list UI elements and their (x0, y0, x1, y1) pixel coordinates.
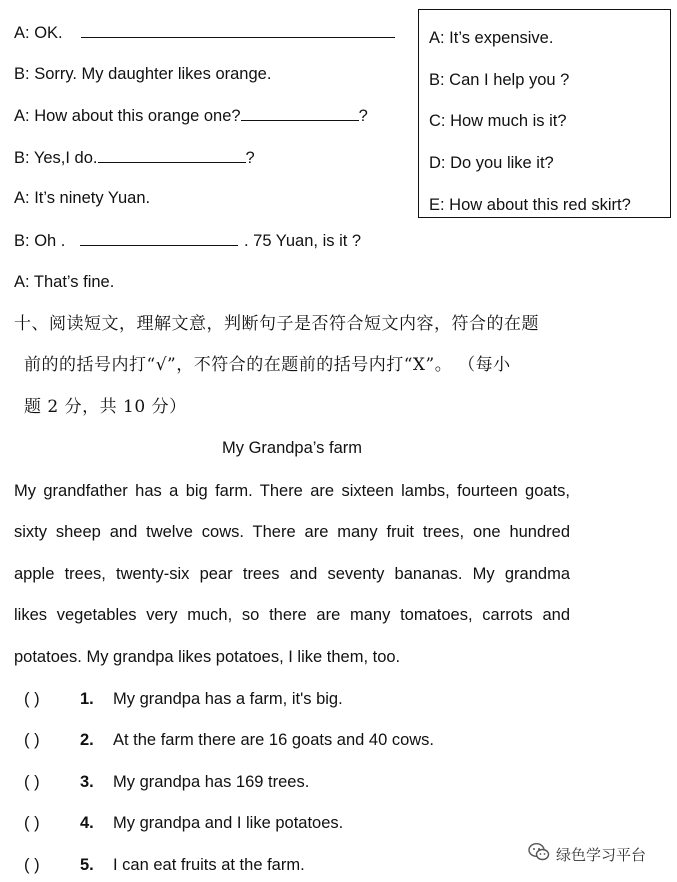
dialogue-suffix: ? (245, 149, 255, 167)
dialogue-suffix: . 75 Yuan, is it ? (243, 232, 362, 250)
question-number: 2. (80, 731, 94, 749)
dialogue-line-4 (14, 146, 255, 169)
watermark-text: 绿色学习平台 (556, 846, 647, 864)
section-points: 题 2 分，共 10 分） (24, 397, 187, 417)
passage-line-4: likes vegetables very much, so there are many tomatoes, carrots and (14, 606, 570, 624)
answer-blank[interactable] (241, 104, 359, 121)
dialogue-line-7 (14, 271, 114, 293)
speaker: A: (14, 189, 30, 207)
answer-parentheses[interactable]: ( ) (24, 731, 40, 749)
dialogue-text: Yes,I do. (33, 149, 98, 167)
question-text: I can eat fruits at the farm. (113, 856, 305, 874)
dialogue-line-6 (14, 229, 361, 252)
speaker: B: (14, 149, 30, 167)
dialogue-text: It’s ninety Yuan. (34, 189, 151, 207)
question-number: 1. (80, 690, 94, 708)
option-c: C: How much is it? (429, 112, 567, 130)
question-number: 4. (80, 814, 94, 832)
section-instructions: 前的的括号内打“√”，不符合的在题前的括号内打“X”。 （每小 (24, 355, 511, 375)
option-b: B: Can I help you ? (429, 71, 570, 89)
dialogue-text: Sorry. My daughter likes orange. (34, 65, 272, 83)
dialogue-text: How about this orange one? (34, 107, 241, 125)
speaker: B: (14, 65, 30, 83)
question-text: My grandpa has a farm, it's big. (113, 690, 343, 708)
answer-blank[interactable] (81, 21, 395, 38)
watermark (528, 842, 646, 867)
answer-blank[interactable] (80, 229, 238, 246)
answer-blank[interactable] (98, 146, 246, 163)
question-number: 3. (80, 773, 94, 791)
passage-line-2: sixty sheep and twelve cows. There are many fruit trees, one hundred (14, 523, 570, 541)
answer-parentheses[interactable]: ( ) (24, 814, 40, 832)
section-heading: 十、阅读短文，理解文意，判断句子是否符合短文内容，符合的在题 (14, 314, 539, 334)
options-box (418, 9, 671, 218)
speaker: A: (14, 107, 30, 125)
answer-parentheses[interactable]: ( ) (24, 773, 40, 791)
wechat-icon (528, 842, 550, 867)
question-number: 5. (80, 856, 94, 874)
question-2 (24, 729, 434, 751)
question-4 (24, 812, 343, 834)
question-text: At the farm there are 16 goats and 40 cows. (113, 731, 435, 749)
dialogue-line-1 (14, 21, 395, 44)
dialogue-text: That’s fine. (33, 273, 115, 291)
answer-parentheses[interactable]: ( ) (24, 856, 40, 874)
option-d: D: Do you like it? (429, 154, 554, 172)
dialogue-text: Oh . (34, 232, 66, 250)
answer-parentheses[interactable]: ( ) (24, 690, 40, 708)
option-e: E: How about this red skirt? (429, 196, 631, 214)
dialogue-line-3 (14, 104, 368, 127)
passage-title: My Grandpa’s farm (222, 439, 362, 457)
speaker: A: (14, 24, 30, 42)
passage-line-3: apple trees, twenty-six pear trees and seventy bananas. My grandma (14, 565, 570, 583)
dialogue-suffix: ? (358, 107, 368, 125)
question-3 (24, 771, 309, 793)
dialogue-line-5 (14, 187, 150, 209)
question-text: My grandpa has 169 trees. (113, 773, 310, 791)
dialogue-text: OK. (34, 24, 63, 42)
speaker: A: (14, 273, 30, 291)
speaker: B: (14, 232, 30, 250)
passage-line-5: potatoes. My grandpa likes potatoes, I like them, too. (14, 648, 401, 666)
dialogue-line-2 (14, 63, 271, 85)
question-text: My grandpa and I like potatoes. (113, 814, 344, 832)
question-5 (24, 854, 305, 876)
passage-line-1: My grandfather has a big farm. There are sixteen lambs, fourteen goats, (14, 482, 570, 500)
option-a: A: It’s expensive. (429, 29, 554, 47)
question-1 (24, 688, 343, 710)
